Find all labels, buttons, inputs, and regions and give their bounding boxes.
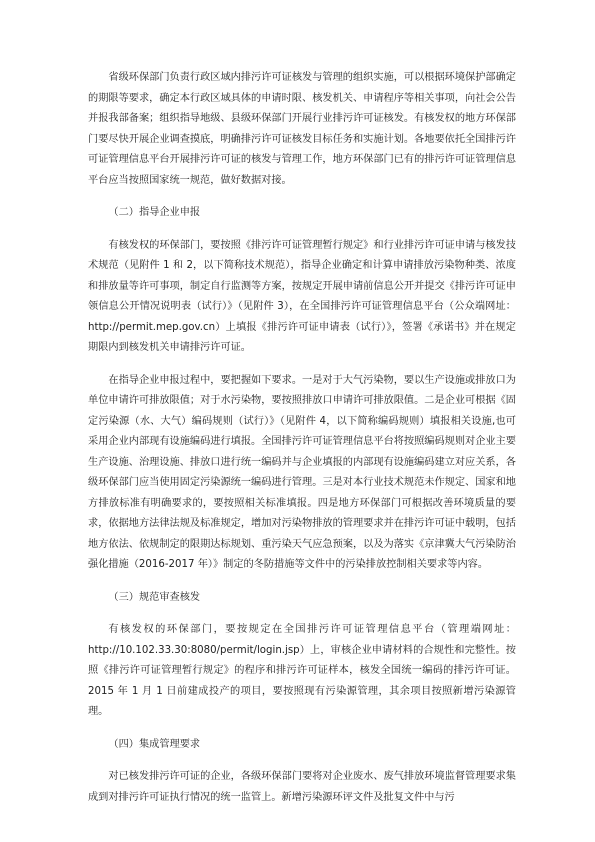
paragraph-application-guidance: 有核发权的环保部门，要按照《排污许可证管理暂行规定》和行业排污许可证申请与核发技术规范（见附件 1 和 2，以下简称技术规范），指导企业确定和计算申请排放污染物种类、浓度和排放量等许可事项，制定自行监测等方案，按规定开展申请前信息公开并提交《排污许可证申领信息公开情况说明表（试行）》（见附件 3），在全国排污许可证管理信息平台（公众端网址：http://permit.mep.gov.cn）上填报《排污许可证申请表（试行）》，签署《承诺书》并在规定期限内到核发机关申请排污许可证。 xyxy=(88,239,516,353)
section-heading-guide-enterprise: （二）指导企业申报 xyxy=(108,207,201,218)
section-heading-integrated-management: （四）集成管理要求 xyxy=(108,738,201,750)
paragraph-integrated-management: 对已核发排污许可证的企业，各级环保部门要将对企业废水、废气排放环境监督管理要求集成到对排污许可证执行情况的统一监管上。新增污染源环评文件及批复文件中与污 xyxy=(88,771,516,803)
paragraph-application-requirements: 在指导企业申报过程中，要把握如下要求。一是对于大气污染物，要以生产设施或排放口为单位申请许可排放限值；对于水污染物，要按照排放口申请许可排放限值。二是企业可根据《固定污染源（水、大气）编码规则（试行）》（见附件 4，以下简称编码规则）填报相关设施,也可采用企业内部现有设施编码进行填报。全国排污许可证管理信息平台将按照编码规则对企业主要生产设施、治理设施、排放口进行统一编码并与企业填报的内部现有设施编码建立对应关系，各级环保部门应当使用固定污染源统一编码进行管理。三是对本行业技术规范未作规定、国家和地方排放标准有明确要求的，要按照相关标准填报。四是地方环保部门可根据改善环境质量的要求，依据地方法律法规及标准规定，增加对污染物排放的管理要求并在排污许可证中载明，包括地方依法、依规制定的限期达标规划、重污染天气应急预案，以及为落实《京津冀大气污染防治强化措施（2016-2017 年）》制定的冬防措施等文件中的污染排放控制相关要求等内容。 xyxy=(88,374,516,570)
section-heading-review-issuance: （三）规范审查核发 xyxy=(108,591,201,603)
paragraph-provincial-duties: 省级环保部门负责行政区域内排污许可证核发与管理的组织实施，可以根据环境保护部确定的期限等要求，确定本行政区域具体的申请时限、核发机关、申请程序等相关事项，向社会公告并报我部备案；组织指导地级、县级环保部门开展行业排污许可证核发。有核发权的地方环保部门要尽快开展企业调查摸底，明确排污许可证核发目标任务和实施计划。各地要依托全国排污许可证管理信息平台开展排污许可证的核发与管理工作，地方环保部门已有的排污许可证管理信息平台应当按照国家统一规范，做好数据对接。 xyxy=(88,72,516,186)
paragraph-review-issuance: 有核发权的环保部门，要按规定在全国排污许可证管理信息平台（管理端网址：http://10.102.33.30:8080/permit/login.jsp）上，审核企业申请材料的合规性和完整性。按照《排污许可证管理暂行规定》的程序和排污许可证样本，核发全国统一编码的排污许可证。2015 年 1 月 1 日前建成投产的项目，要按照现有污染源管理，其余项目按照新增污染源管理。 xyxy=(88,624,516,717)
document-body xyxy=(88,68,516,820)
